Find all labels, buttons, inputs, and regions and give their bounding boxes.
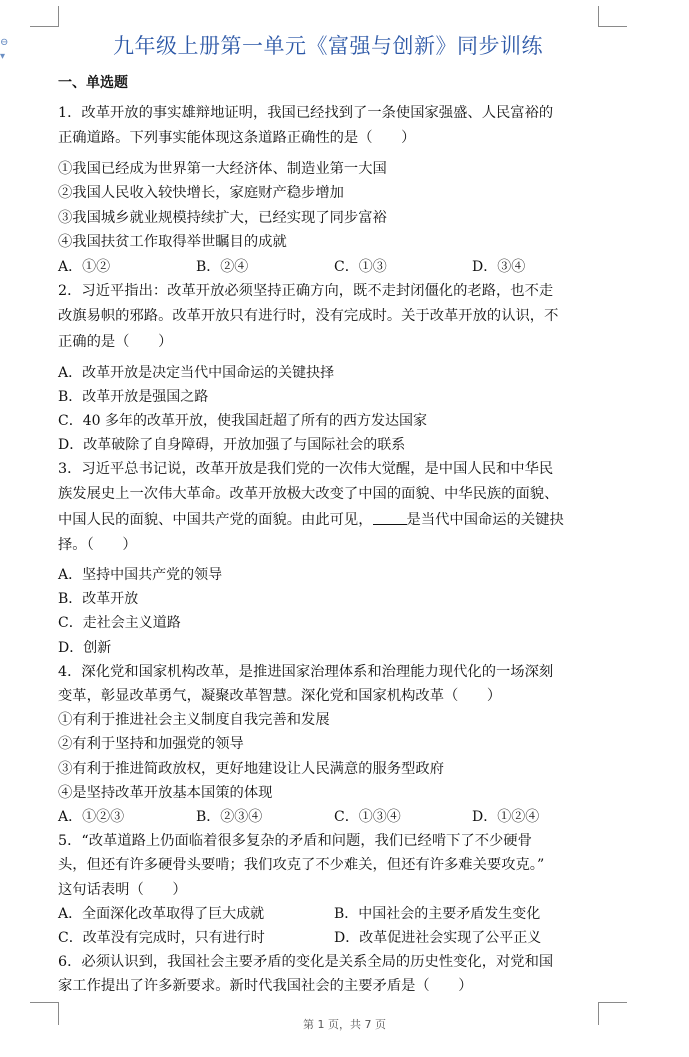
q5-stem-line-1: 5．“改革道路上仍面临着很多复杂的矛盾和问题，我们已经啃下了不少硬骨 (58, 833, 532, 849)
section-heading: 一、单选题 (58, 75, 128, 91)
q6-stem-line-2: 家工作提出了许多新要求。新时代我国社会的主要矛盾是（ ） (58, 978, 473, 994)
q5-option-d: D．改革促进社会实现了公平正义 (334, 930, 542, 946)
page-title: 九年级上册第一单元《富强与创新》同步训练 (113, 34, 543, 58)
q1-option-a: A．①② (58, 259, 111, 275)
q4-option-c: C．①③④ (334, 809, 401, 825)
q4-item-1: ①有利于推进社会主义制度自我完善和发展 (58, 712, 330, 728)
q3-option-a: A．坚持中国共产党的领导 (58, 567, 223, 583)
q3-stem-line-4: 择。（ ） (58, 537, 137, 553)
q2-option-b: B．改革开放是强国之路 (58, 389, 209, 405)
q1-option-b: B．②④ (196, 259, 249, 275)
q2-stem-line-2: 改旗易帜的邪路。改革开放只有进行时，没有完成时。关于改革开放的认识，不 (58, 308, 559, 324)
q4-stem-line-1: 4．深化党和国家机构改革，是推进国家治理体系和治理能力现代化的一场深刻 (58, 664, 554, 680)
q5-option-b: B．中国社会的主要矛盾发生变化 (334, 906, 541, 922)
q4-option-a: A．①②③ (58, 809, 125, 825)
q4-option-b: B．②③④ (196, 809, 263, 825)
q1-item-3: ③我国城乡就业规模持续扩大，已经实现了同步富裕 (58, 210, 387, 226)
q1-option-d: D．③④ (472, 259, 526, 275)
q3-stem-line-3 (58, 510, 564, 529)
q2-stem-line-1: 2．习近平指出：改革开放必须坚持正确方向，既不走封闭僵化的老路，也不走 (58, 283, 554, 299)
q4-item-4: ④是坚持改革开放基本国策的体现 (58, 785, 273, 801)
crop-mark-top-right (598, 6, 627, 27)
q2-option-c: C．40 多年的改革开放，使我国赶超了所有的西方发达国家 (58, 413, 427, 429)
q1-stem-line-1: 1．改革开放的事实雄辩地证明，我国已经找到了一条使国家强盛、人民富裕的 (58, 105, 554, 121)
q4-stem-line-2: 变革，彰显改革勇气，凝聚改革智慧。深化党和国家机构改革（ ） (58, 688, 502, 704)
q1-option-c: C．①③ (334, 259, 387, 275)
q3-option-d: D．创新 (58, 640, 112, 656)
q6-stem-line-1: 6．必须认识到，我国社会主要矛盾的变化是关系全局的历史性变化，对党和国 (58, 954, 554, 970)
q4-option-d: D．①②④ (472, 809, 540, 825)
q4-item-3: ③有利于推进简政放权，更好地建设让人民满意的服务型政府 (58, 761, 445, 777)
collapse-icon[interactable]: ⊖ ▾ (0, 37, 9, 62)
q1-item-1: ①我国已经成为世界第一大经济体、制造业第一大国 (58, 161, 387, 177)
page-footer: 第 1 页，共 7 页 (303, 1018, 386, 1031)
q1-item-4: ④我国扶贫工作取得举世瞩目的成就 (58, 234, 287, 250)
q3-stem-line-1: 3．习近平总书记说，改革开放是我们党的一次伟大觉醒，是中国人民和中华民 (58, 461, 554, 477)
q5-option-a: A．全面深化改革取得了巨大成就 (58, 906, 265, 922)
q5-stem-line-2: 头，但还有许多硬骨头要啃；我们攻克了不少难关，但还有许多难关要攻克。” (58, 857, 545, 873)
q2-option-a: A．改革开放是决定当代中国命运的关键抉择 (58, 365, 335, 381)
q4-item-2: ②有利于坚持和加强党的领导 (58, 736, 244, 752)
q5-stem-line-3: 这句话表明（ ） (58, 882, 187, 898)
crop-mark-top-left (30, 6, 59, 27)
q3-line3-text-after: 是当代中国命运的关键抉 (406, 512, 564, 528)
q1-item-2: ②我国人民收入较快增长，家庭财产稳步增加 (58, 185, 344, 201)
fill-in-blank (373, 510, 407, 525)
q1-stem-line-2: 正确道路。下列事实能体现这条道路正确性的是（ ） (58, 130, 416, 146)
q3-line3-text-before: 中国人民的面貌、中国共产党的面貌。由此可见， (58, 512, 373, 528)
q5-option-c: C．改革没有完成时，只有进行时 (58, 930, 265, 946)
q3-option-c: C．走社会主义道路 (58, 615, 181, 631)
q3-stem-line-2: 族发展史上一次伟大革命。改革开放极大改变了中国的面貌、中华民族的面貌、 (58, 486, 559, 502)
q2-stem-line-3: 正确的是（ ） (58, 334, 173, 350)
q3-option-b: B．改革开放 (58, 591, 139, 607)
q2-option-d: D．改革破除了自身障碍，开放加强了与国际社会的联系 (58, 437, 406, 453)
